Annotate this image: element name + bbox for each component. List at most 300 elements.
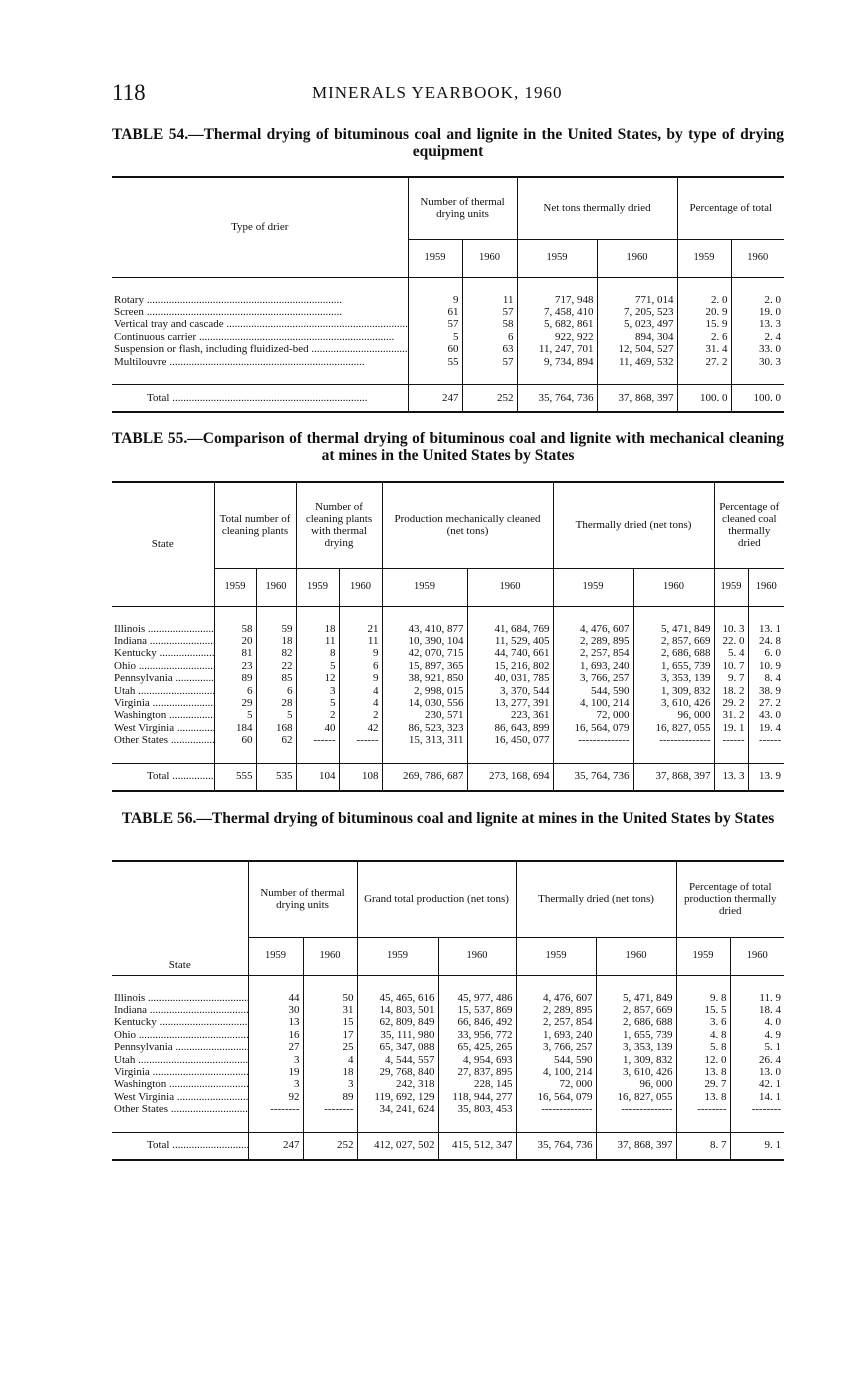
table55-total-cell: 535 [256,763,296,791]
table54-cell: 13. 3 [731,318,784,330]
table54-row-label-text: Suspension or flash, including fluidized-bed ..... [114,343,408,355]
table55-total-cell: 108 [339,763,382,791]
table55-cell: 4, 476, 607 [553,623,633,635]
table56-total-row [112,1132,784,1160]
table55-cell: 2, 857, 669 [633,635,714,647]
table54-cell: 2. 6 [677,331,731,343]
table55-cell: 6. 0 [748,647,784,659]
table55-year-header: 1959 [382,568,467,606]
table54-row [112,294,784,306]
table55-cell: 8. 4 [748,672,784,684]
table55-row [112,734,784,746]
table56-row-label [112,1066,248,1078]
table55-cell: 1, 309, 832 [633,685,714,697]
table55-cell: 21 [339,623,382,635]
table55-row [112,697,784,709]
table55-cell: 12 [296,672,339,684]
table56-cell: 16, 564, 079 [516,1091,596,1103]
table56-cell: -------- [676,1103,730,1115]
table56-cell: 35, 803, 453 [438,1103,516,1115]
table54-total-cell: 100. 0 [731,384,784,412]
table55-year-header: 1960 [467,568,553,606]
table56-total-label [112,1132,248,1160]
table55-row-label [112,734,214,746]
table55-total-cell: 273, 168, 694 [467,763,553,791]
table55-cell: 82 [256,647,296,659]
table55-row-label [112,635,214,647]
table56-cell: 18. 4 [730,1004,784,1016]
table55-cell: 44, 740, 661 [467,647,553,659]
table56-cell: 5, 471, 849 [596,992,676,1004]
table54-cell: 60 [408,343,462,355]
table56-cell: 12. 0 [676,1054,730,1066]
table55-year-header: 1959 [714,568,748,606]
table55-cell: 5 [256,709,296,721]
table54-cell: 2. 0 [731,294,784,306]
table56-cell: 89 [303,1091,357,1103]
table56-cell: 2, 857, 669 [596,1004,676,1016]
table54-row-label-text: Rotary ..... [114,294,342,306]
table54-cell: 63 [462,343,517,355]
table56-year-header: 1960 [596,937,676,975]
table55-row [112,709,784,721]
table55-row [112,647,784,659]
table56-row [112,1041,784,1053]
table56-cell: 9. 8 [676,992,730,1004]
table55-cell: 38, 921, 850 [382,672,467,684]
table55-row [112,635,784,647]
table55-cell: 5, 471, 849 [633,623,714,635]
table55-cell: 18. 2 [714,685,748,697]
table55-row-label [112,647,214,659]
table54-year-header: 1959 [677,239,731,277]
table55-cell: 20 [214,635,256,647]
table55-cell: 1, 655, 739 [633,660,714,672]
table55 [112,481,784,792]
table56-row [112,1029,784,1041]
table54-cell: 11 [462,294,517,306]
table56-row-label-text: Illinois ..... [114,992,248,1004]
table54-cell: 33. 0 [731,343,784,355]
table56-cell: 45, 465, 616 [357,992,438,1004]
table56-row [112,1078,784,1090]
table56-row [112,992,784,1004]
table55-cell: 43. 0 [748,709,784,721]
table54-row-label-text: Vertical tray and cascade ..... [114,318,408,330]
table54-cell: 58 [462,318,517,330]
table56-cell: 13 [248,1016,303,1028]
table55-cell: 86, 523, 323 [382,722,467,734]
table55-total-cell: 555 [214,763,256,791]
table56-cell: 65, 347, 088 [357,1041,438,1053]
table56-header-pct: Percentage of total production thermally dried [676,861,784,937]
table55-row [112,660,784,672]
table55-cell: 28 [256,697,296,709]
table56-cell: 92 [248,1091,303,1103]
table56-total-cell: 37, 868, 397 [596,1132,676,1160]
table56-cell: 62, 809, 849 [357,1016,438,1028]
table55-cell: 60 [214,734,256,746]
page-number: 118 [112,80,146,105]
table55-cell: 41, 684, 769 [467,623,553,635]
running-head: MINERALS YEARBOOK, 1960 [312,83,563,102]
table56-cell: 2, 686, 688 [596,1016,676,1028]
table55-year-header: 1960 [748,568,784,606]
table55-total-cell: 37, 868, 397 [633,763,714,791]
table56-total-label-text: Total ..... [147,1139,248,1151]
table55-cell: 544, 590 [553,685,633,697]
table56-cell: 27 [248,1041,303,1053]
table54-cell: 31. 4 [677,343,731,355]
table54-cell: 9 [408,294,462,306]
table56-cell: 16 [248,1029,303,1041]
table55-header-dried: Thermally dried (net tons) [553,482,714,568]
table54-total-label [112,384,408,412]
table55-row-label-text: Washington ..... [114,709,214,721]
table55-cell: 4, 100, 214 [553,697,633,709]
table55-cell: 29 [214,697,256,709]
table56-cell: 14. 1 [730,1091,784,1103]
table55-cell: 11 [339,635,382,647]
table55-cell: 6 [256,685,296,697]
table54-total-label-text: Total ..... [147,392,367,404]
table55-title: TABLE 55.—Comparison of thermal drying of bituminous coal and lignite with mechanical cleaning at mines in the United States by States [112,430,784,464]
table55-cell: 18 [296,623,339,635]
table56-year-header: 1960 [303,937,357,975]
table55-header-pct: Percentage of cleaned coal thermally dried [714,482,784,568]
table55-cell: ------ [339,734,382,746]
table54-title: TABLE 54.—Thermal drying of bituminous coal and lignite in the United States, by type of drying equipment [112,126,784,160]
table56-row-label-text: Kentucky ..... [114,1016,248,1028]
table56-cell: 15, 537, 869 [438,1004,516,1016]
table55-cell: 10. 3 [714,623,748,635]
table54-cell: 11, 247, 701 [517,343,597,355]
table56-cell: 13. 8 [676,1091,730,1103]
table56-year-header: 1959 [676,937,730,975]
table54-total-cell: 100. 0 [677,384,731,412]
table55-cell: 6 [339,660,382,672]
table56-cell: 13. 8 [676,1066,730,1078]
table55-cell: 62 [256,734,296,746]
table56-cell: 15 [303,1016,357,1028]
table56-cell: 29, 768, 840 [357,1066,438,1078]
table54-cell: 57 [408,318,462,330]
table54-cell: 30. 3 [731,356,784,368]
table55-cell: 18 [256,635,296,647]
table55-cell: ------ [714,734,748,746]
table56-cell: 44 [248,992,303,1004]
table56-row-label [112,1016,248,1028]
table54-cell: 55 [408,356,462,368]
table55-cell: 22 [256,660,296,672]
table54 [112,176,784,413]
table55-cell: 27. 2 [748,697,784,709]
table54-cell: 2. 4 [731,331,784,343]
table55-cell: 9. 7 [714,672,748,684]
table54-row-label-text: Continuous carrier ..... [114,331,394,343]
table55-cell: 2, 998, 015 [382,685,467,697]
table54-cell: 57 [462,306,517,318]
table55-total-cell: 104 [296,763,339,791]
table55-total-cell: 269, 786, 687 [382,763,467,791]
table56-cell: 5. 8 [676,1041,730,1053]
table56-header-state: State [112,861,248,975]
table56-cell: 14, 803, 501 [357,1004,438,1016]
table54-total-cell: 37, 868, 397 [597,384,677,412]
table55-year-header: 1959 [296,568,339,606]
table55-year-header: 1959 [214,568,256,606]
table56-row-label-text: West Virginia ..... [114,1091,248,1103]
table56-row [112,1066,784,1078]
table55-cell: 1, 693, 240 [553,660,633,672]
table55-cell: 2 [296,709,339,721]
table54-row-label-text: Screen ..... [114,306,342,318]
table56-cell: 19 [248,1066,303,1078]
table56-total-cell: 252 [303,1132,357,1160]
table56-row-label [112,992,248,1004]
table56-total-cell: 8. 7 [676,1132,730,1160]
table55-cell: 3, 766, 257 [553,672,633,684]
table55-cell: 85 [256,672,296,684]
table56-row-label-text: Virginia ..... [114,1066,248,1078]
table55-year-header: 1960 [339,568,382,606]
table56-year-header: 1959 [248,937,303,975]
table56-cell: 4, 476, 607 [516,992,596,1004]
table55-row [112,672,784,684]
table55-row [112,722,784,734]
table54-cell: 717, 948 [517,294,597,306]
table56-year-header: 1959 [516,937,596,975]
table56-cell: 118, 944, 277 [438,1091,516,1103]
table56-cell: -------------- [516,1103,596,1115]
table56-cell: 228, 145 [438,1078,516,1090]
table54-cell: 27. 2 [677,356,731,368]
table55-cell: 81 [214,647,256,659]
table56-cell: 3, 610, 426 [596,1066,676,1078]
table55-row-label-text: West Virginia ..... [114,722,214,734]
table54-cell: 771, 014 [597,294,677,306]
table54-total-row [112,384,784,412]
table56-row-label-text: Other States ..... [114,1103,248,1115]
table56-cell: 15. 5 [676,1004,730,1016]
table55-row-label-text: Ohio ..... [114,660,214,672]
table55-cell: 59 [256,623,296,635]
table56-cell: 50 [303,992,357,1004]
table54-header-tons: Net tons thermally dried [517,177,677,239]
table56-cell: 4. 0 [730,1016,784,1028]
table56-cell: 26. 4 [730,1054,784,1066]
table55-cell: 168 [256,722,296,734]
table56-row-label [112,1078,248,1090]
table54-row [112,343,784,355]
table56-cell: 42. 1 [730,1078,784,1090]
table56-cell: 544, 590 [516,1054,596,1066]
table55-cell: 42, 070, 715 [382,647,467,659]
table55-header-thermal: Number of cleaning plants with thermal drying [296,482,382,568]
table56-cell: 3 [248,1054,303,1066]
table56-row-label-text: Indiana ..... [114,1004,248,1016]
table55-cell: 15, 313, 311 [382,734,467,746]
table56-row-label [112,1041,248,1053]
table55-cell: 14, 030, 556 [382,697,467,709]
table56-title: TABLE 56.—Thermal drying of bituminous coal and lignite at mines in the United States by States [121,810,775,827]
table55-cell: 4 [339,685,382,697]
table56-cell: 16, 827, 055 [596,1091,676,1103]
table54-cell: 57 [462,356,517,368]
table55-cell: 23 [214,660,256,672]
table54-row-label [112,331,408,343]
table56-cell: 66, 846, 492 [438,1016,516,1028]
table56-cell: 31 [303,1004,357,1016]
table54-cell: 7, 458, 410 [517,306,597,318]
table55-cell: -------------- [553,734,633,746]
table55-cell: 2 [339,709,382,721]
table55-cell: 31. 2 [714,709,748,721]
table55-cell: 6 [214,685,256,697]
table55-cell: 11, 529, 405 [467,635,553,647]
table55-row-label [112,672,214,684]
table56-cell: 33, 956, 772 [438,1029,516,1041]
table54-year-header: 1960 [731,239,784,277]
table56-cell: 25 [303,1041,357,1053]
table56-cell: -------- [248,1103,303,1115]
table55-cell: 230, 571 [382,709,467,721]
table55-cell: 15, 216, 802 [467,660,553,672]
table55-total-row [112,763,784,791]
table55-row-label-text: Virginia ..... [114,697,214,709]
table56-cell: 3. 6 [676,1016,730,1028]
table55-header-production: Production mechanically cleaned (net tons) [382,482,553,568]
table55-cell: 4 [339,697,382,709]
table55-cell: 42 [339,722,382,734]
table56-cell: 18 [303,1066,357,1078]
table56-cell: 1, 309, 832 [596,1054,676,1066]
table55-cell: 10. 9 [748,660,784,672]
table55-cell: 40 [296,722,339,734]
table56-cell: 1, 655, 739 [596,1029,676,1041]
table55-cell: ------ [748,734,784,746]
table56-header-dried: Thermally dried (net tons) [516,861,676,937]
table56-row-label [112,1054,248,1066]
table55-cell: 2, 257, 854 [553,647,633,659]
table54-header-units: Number of thermal drying units [408,177,517,239]
table56-cell: 65, 425, 265 [438,1041,516,1053]
table54-cell: 922, 922 [517,331,597,343]
table55-row-label-text: Utah ..... [114,685,214,697]
table56-header-grand: Grand total production (net tons) [357,861,516,937]
table54-row-label [112,294,408,306]
table56-row-label-text: Pennsylvania ..... [114,1041,248,1053]
table54-cell: 20. 9 [677,306,731,318]
table55-cell: 16, 564, 079 [553,722,633,734]
table56-cell: 35, 111, 980 [357,1029,438,1041]
table56-row [112,1091,784,1103]
table55-cell: 184 [214,722,256,734]
table56-cell: 4, 100, 214 [516,1066,596,1078]
table54-cell: 2. 0 [677,294,731,306]
table55-total-label-text: Total ..... [147,770,214,782]
table56-cell: 5. 1 [730,1041,784,1053]
table56-cell: 1, 693, 240 [516,1029,596,1041]
table55-cell: 58 [214,623,256,635]
table56-cell: 3 [248,1078,303,1090]
table54-cell: 9, 734, 894 [517,356,597,368]
table54-row [112,356,784,368]
table56-row [112,1103,784,1115]
table55-cell: 19. 4 [748,722,784,734]
table55-year-header: 1960 [256,568,296,606]
table56-cell: 4. 8 [676,1029,730,1041]
table56-cell: 4 [303,1054,357,1066]
table55-cell: 5. 4 [714,647,748,659]
table56-total-cell: 415, 512, 347 [438,1132,516,1160]
table54-cell: 61 [408,306,462,318]
table55-cell: 15, 897, 365 [382,660,467,672]
table56-row-label [112,1103,248,1115]
table56-year-header: 1959 [357,937,438,975]
table54-cell: 5 [408,331,462,343]
table56-cell: 27, 837, 895 [438,1066,516,1078]
table55-row-label [112,623,214,635]
table55-row-label-text: Illinois ..... [114,623,214,635]
table56-cell: 4, 544, 557 [357,1054,438,1066]
table55-row-label [112,685,214,697]
table56-row-label-text: Ohio ..... [114,1029,248,1041]
table55-cell: 2, 686, 688 [633,647,714,659]
table55-cell: ------ [296,734,339,746]
table54-year-header: 1960 [462,239,517,277]
table55-cell: 5 [296,697,339,709]
table55-row-label-text: Indiana ..... [114,635,214,647]
table54-row-label [112,318,408,330]
table55-total-label [112,763,214,791]
table56-cell: 96, 000 [596,1078,676,1090]
table56-cell: 72, 000 [516,1078,596,1090]
table55-year-header: 1959 [553,568,633,606]
table56-cell: 3, 353, 139 [596,1041,676,1053]
table55-cell: 9 [339,672,382,684]
table55-year-header: 1960 [633,568,714,606]
table56-total-cell: 35, 764, 736 [516,1132,596,1160]
table54-cell: 894, 304 [597,331,677,343]
table55-total-cell: 13. 9 [748,763,784,791]
table56-total-cell: 412, 027, 502 [357,1132,438,1160]
table56-cell: 11. 9 [730,992,784,1004]
table54-cell: 12, 504, 527 [597,343,677,355]
table56-cell: 4, 954, 693 [438,1054,516,1066]
table54-row [112,318,784,330]
table55-row-label-text: Other States ..... [114,734,214,746]
table54-cell: 7, 205, 523 [597,306,677,318]
table56-header-units: Number of thermal drying units [248,861,357,937]
table56-cell: 119, 692, 129 [357,1091,438,1103]
table56-row-label [112,1029,248,1041]
table55-cell: 13, 277, 391 [467,697,553,709]
table55-cell: -------------- [633,734,714,746]
table56-cell: 30 [248,1004,303,1016]
table55-header-plants: Total number of cleaning plants [214,482,296,568]
table55-cell: 16, 827, 055 [633,722,714,734]
table56-cell: 34, 241, 624 [357,1103,438,1115]
table56-cell: 3 [303,1078,357,1090]
table56-cell: 45, 977, 486 [438,992,516,1004]
table55-row-label [112,722,214,734]
table55-row-label-text: Pennsylvania ..... [114,672,214,684]
table56-cell: 2, 289, 895 [516,1004,596,1016]
table54-total-cell: 247 [408,384,462,412]
table56 [112,860,784,1161]
table55-cell: 5 [296,660,339,672]
